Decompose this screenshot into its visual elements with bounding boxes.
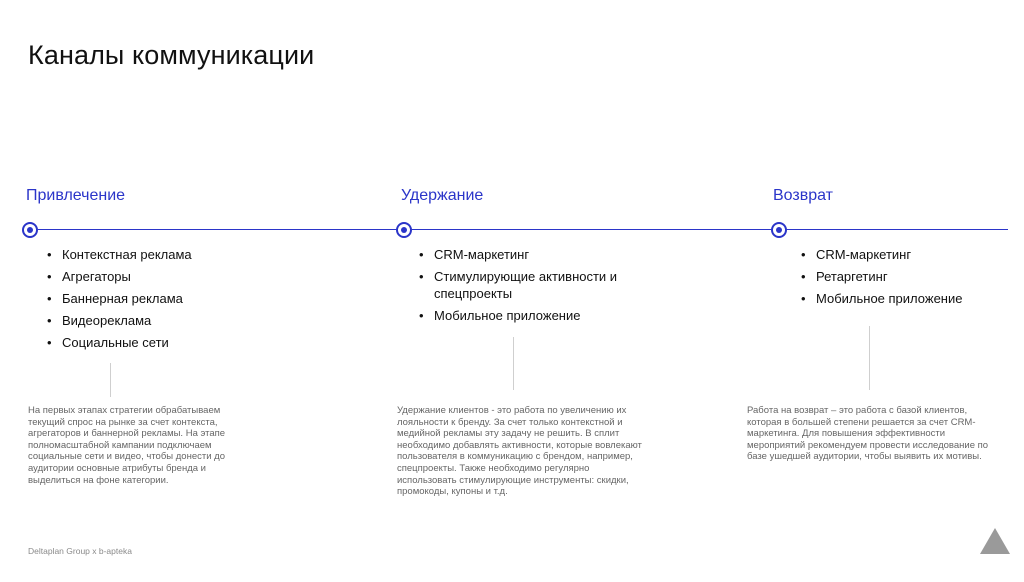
connector-line [513, 337, 514, 390]
list-item: • Баннерная реклама [47, 291, 347, 308]
list-item: • Мобильное приложение [419, 308, 649, 325]
acquisition-description: На первых этапах стратегии обрабатываем текущий спрос на рынке за счет контекста, агрегаторов и баннерной рекламы. На этапе полномасштабной кампании подключаем социальные сети и видео, чтобы донести до аудитории основные атрибуты бренда и выделиться на фоне категории. [28, 405, 226, 486]
return-channel-list [801, 247, 1001, 313]
stage-title-return: Возврат [773, 187, 833, 204]
connector-line [110, 363, 111, 397]
list-item: • Агрегаторы [47, 269, 347, 286]
list-item: • Социальные сети [47, 335, 347, 352]
connector-line [869, 326, 870, 390]
page-title: Каналы коммуникации [28, 40, 315, 71]
acquisition-channel-list [47, 247, 347, 357]
stage-title-acquisition: Привлечение [26, 187, 126, 204]
list-item: • Контекстная реклама [47, 247, 347, 264]
list-item: • Мобильное приложение [801, 291, 1001, 308]
timeline-dot-icon [771, 222, 787, 238]
retention-description: Удержание клиентов - это работа по увеличению их лояльности к бренду. За счет только контекстной и медийной рекламы эту задачу не решить. В сплит необходимо добавлять активности, которые вовлекают пользователя в коммуникацию с брендом, например, спецпроекты. Также необходимо регулярно использовать стимулирующие инструменты: скидки, промокоды, купоны и т.д. [397, 405, 642, 498]
return-description: Работа на возврат – это работа с базой клиентов, которая в большей степени решается за счет CRM-маркетинга. Для повышения эффективности мероприятий рекомендуем провести исследование по базе ушедшей аудитории, чтобы выявить их мотивы. [747, 405, 989, 463]
timeline-dot-icon [22, 222, 38, 238]
footer-credits: Deltaplan Group x b-apteka [28, 546, 132, 556]
list-item: • CRM-маркетинг [419, 247, 649, 264]
timeline-line [30, 229, 1008, 230]
stage-title-retention: Удержание [401, 187, 484, 204]
list-item: • Видеореклама [47, 313, 347, 330]
triangle-logo-icon [980, 528, 1010, 554]
list-item: • Ретаргетинг [801, 269, 1001, 286]
list-item: • CRM-маркетинг [801, 247, 1001, 264]
timeline-dot-icon [396, 222, 412, 238]
retention-channel-list [419, 247, 649, 330]
list-item: • Стимулирующие активности и спецпроекты [419, 269, 649, 302]
